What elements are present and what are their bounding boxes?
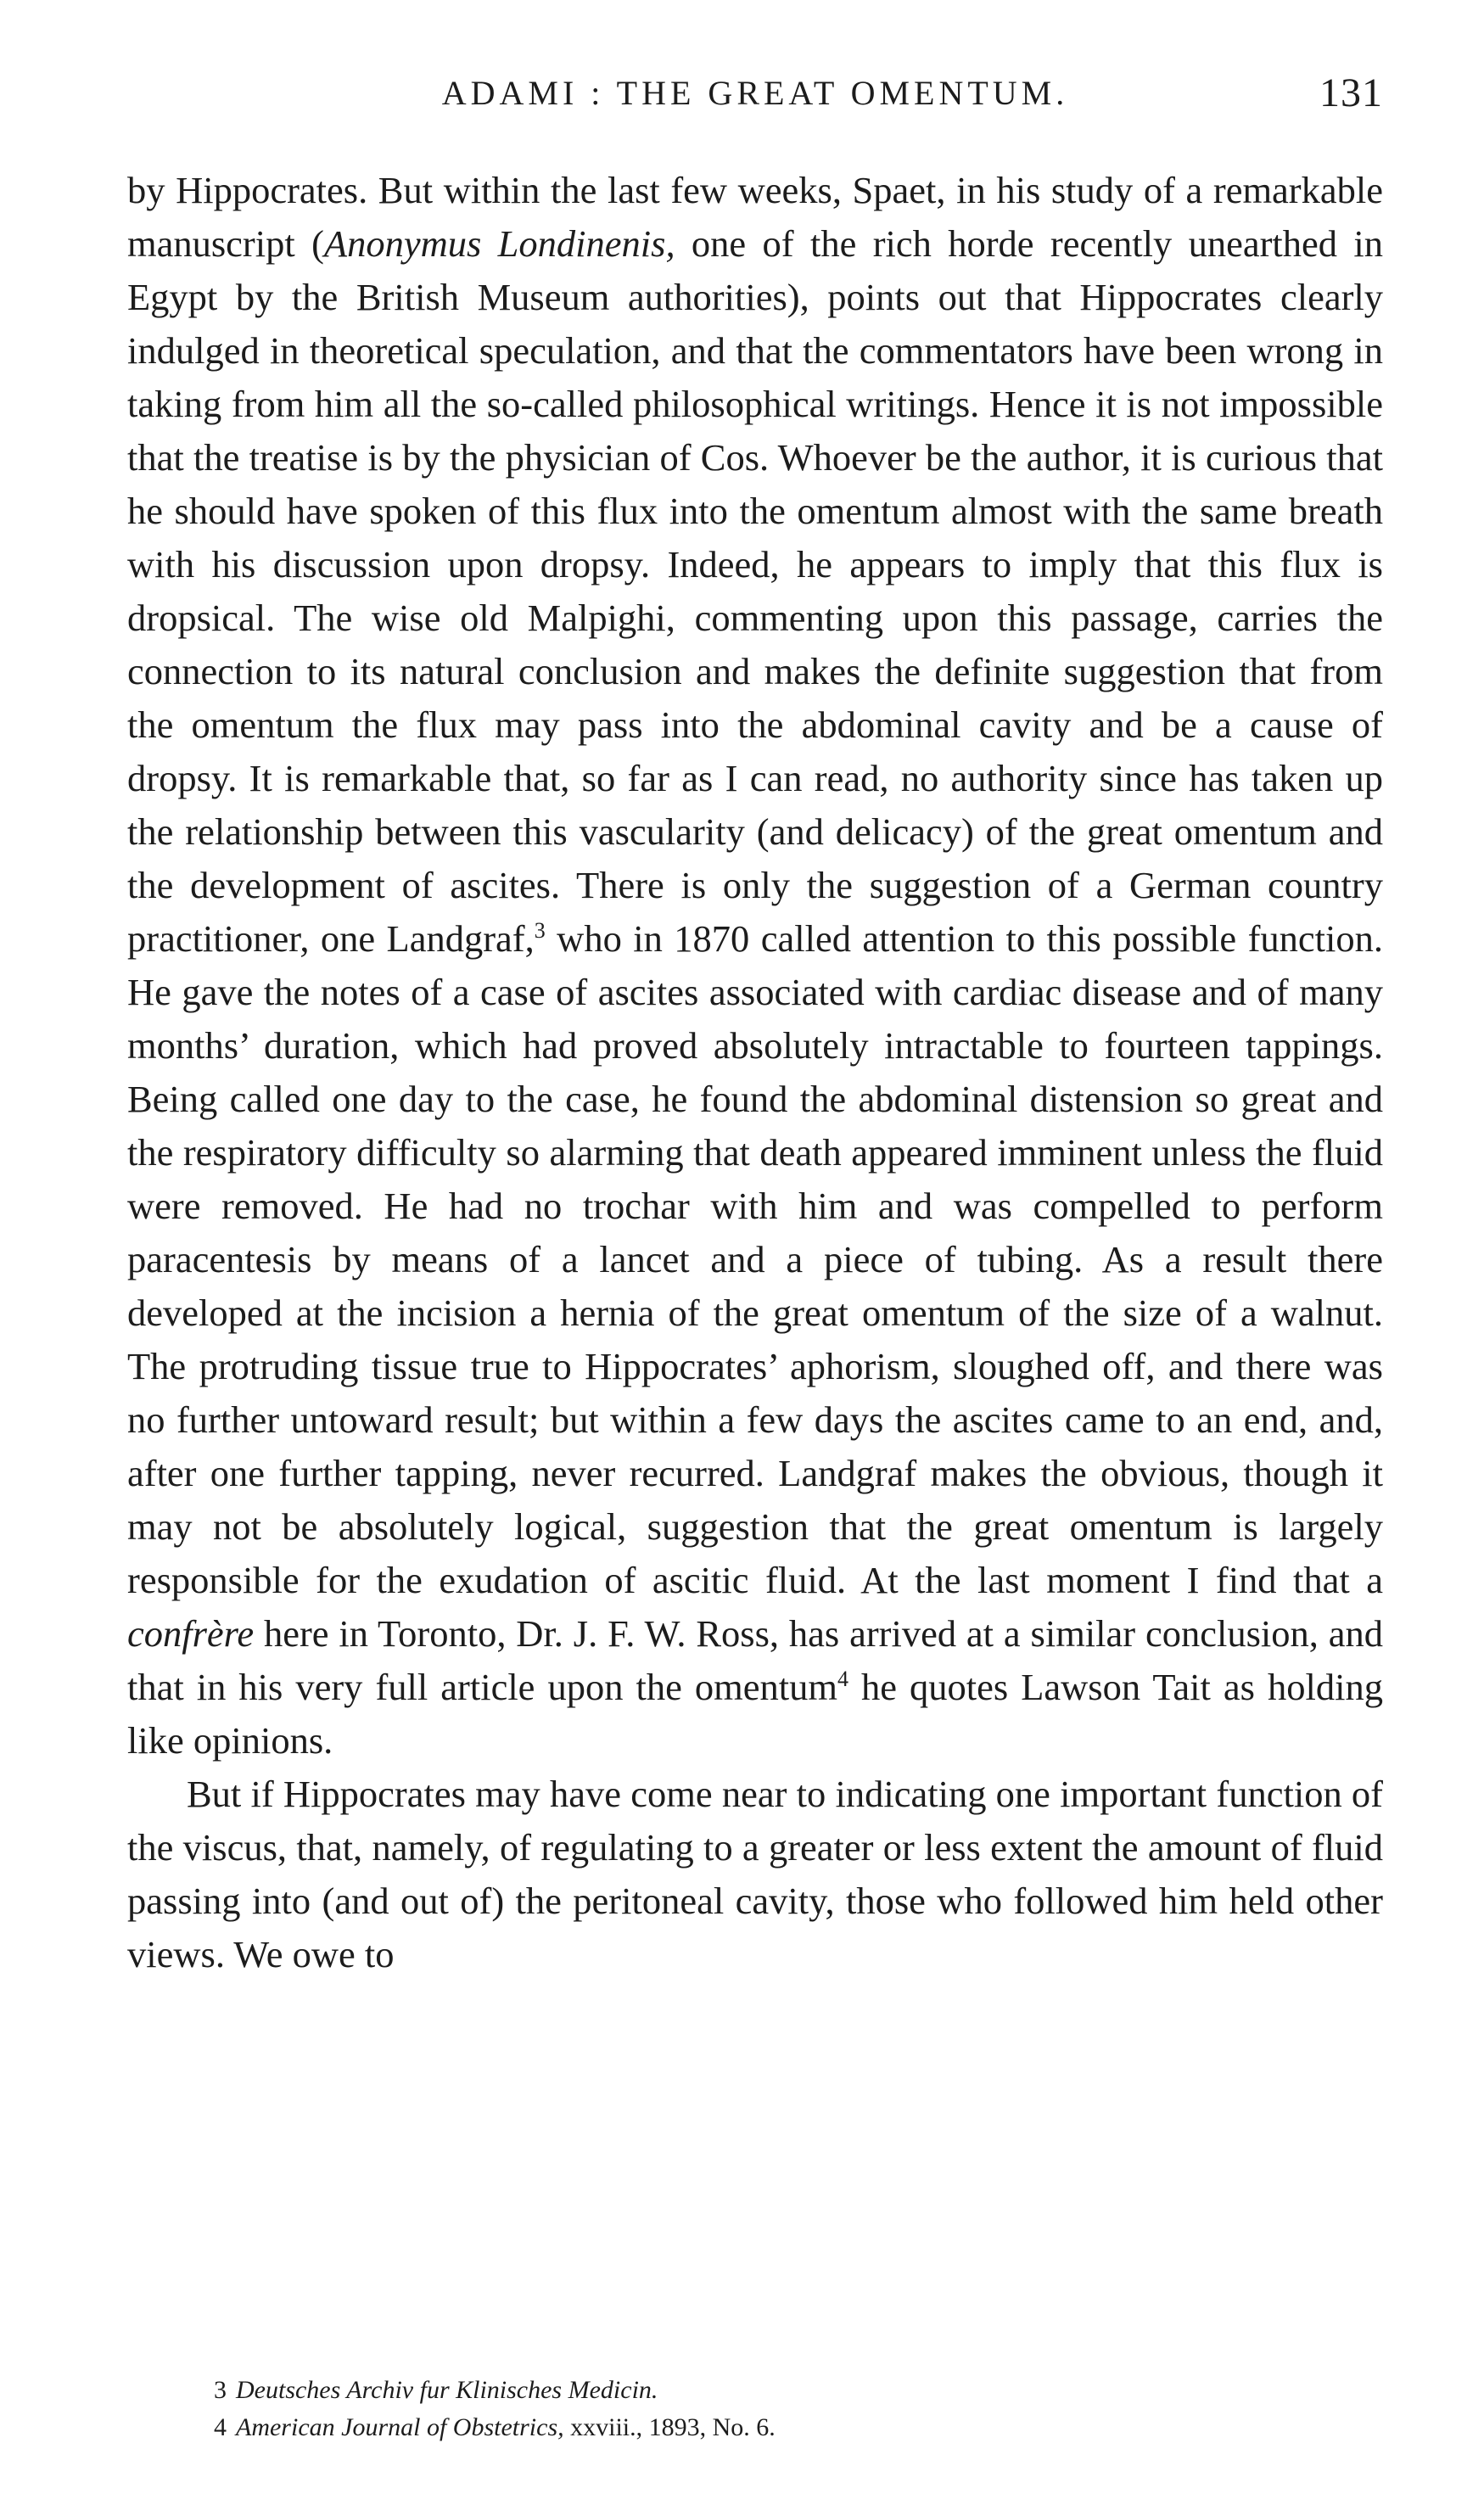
page-number: 131	[1319, 70, 1383, 115]
footnote-ref-3: 3	[534, 918, 546, 944]
footnote-4	[214, 2409, 1359, 2446]
paragraph-1-text-e: who in 1870 called attention to this possible function. He gave the notes of a case of ascites associated with cardiac disease and of many months’ duration, which had proved absolutely intractable to fourteen tappings. Being called one day to the case, he found the abdominal distension so great and the respiratory difficulty so alarming that death appeared imminent unless the fluid were removed. He had no trochar with him and was compelled to perform paracentesis by means of a lancet and a piece of tubing. As a result there developed at the incision a hernia of the great omentum of the size of a walnut. The protruding tissue true to Hippocrates’ aphorism, sloughed off, and there was no further untoward result; but within a few days the ascites came to an end, and, after one further tapping, never recurred. Landgraf makes the obvious, though it may not be absolutely logical, suggestion that the great omentum is largely responsible for the exudation of ascitic fluid. At the last moment I find that a	[127, 917, 1383, 1601]
body-text	[127, 164, 1383, 1981]
footnote-ref-4: 4	[837, 1667, 848, 1692]
footnotes	[214, 2372, 1359, 2446]
footnote-4-details: xxviii., 1893, No. 6.	[563, 2413, 776, 2441]
paragraph-1-text-a: by Hippocrates. But within the last few weeks, Spaet, in his study of a remarkable manuscript (	[127, 169, 1383, 265]
footnote-4-source: American Journal of Obstetrics,	[236, 2413, 564, 2441]
footnote-3-number: 3	[214, 2376, 227, 2404]
manuscript-title: Anonymus Londinenis,	[323, 222, 675, 265]
paragraph-1-text-i: he quotes Lawson Tait as holding like opinions.	[127, 1666, 1383, 1762]
footnote-3	[214, 2372, 1359, 2409]
paragraph-2: But if Hippocrates may have come near to indicating one important function of the viscus, that, namely, of regulating to a greater or less extent the amount of fluid passing into (and out of) the peritoneal cavity, those who followed him held other views. We owe to	[127, 1773, 1383, 1975]
confrere-word: confrère	[127, 1612, 255, 1655]
paragraph-1-text-g: here in Toronto, Dr. J. F. W. Ross, has arrived at a similar conclusion, and that in his very full article upon the omentum	[127, 1612, 1383, 1708]
running-title: ADAMI : THE GREAT OMENTUM.	[441, 74, 1069, 112]
paragraph-1	[127, 164, 1383, 1768]
footnote-4-number: 4	[214, 2413, 227, 2441]
footnote-3-source: Deutsches Archiv fur Klinisches Medicin.	[236, 2376, 658, 2404]
paragraph-1-text-c: one of the rich horde recently unearthed in Egypt by the British Museum authorities), points out that Hippocrates clearly indulged in theoretical speculation, and that the commentators have been wrong in taking from him all the so-called philosophical writings. Hence it is not impossible that the treatise is by the physician of Cos. Whoever be the author, it is curious that he should have spoken of this flux into the omentum almost with the same breath with his discussion upon dropsy. Indeed, he appears to imply that this flux is dropsical. The wise old Malpighi, commenting upon this passage, carries the connection to its natural conclusion and makes the definite suggestion that from the omentum the flux may pass into the abdominal cavity and be a cause of dropsy. It is remarkable that, so far as I can read, no authority since has taken up the relationship between this vascularity (and delicacy) of the great omentum and the development of ascites. There is only the suggestion of a German country practitioner, one Landgraf,	[127, 222, 1383, 960]
running-head	[127, 70, 1383, 124]
